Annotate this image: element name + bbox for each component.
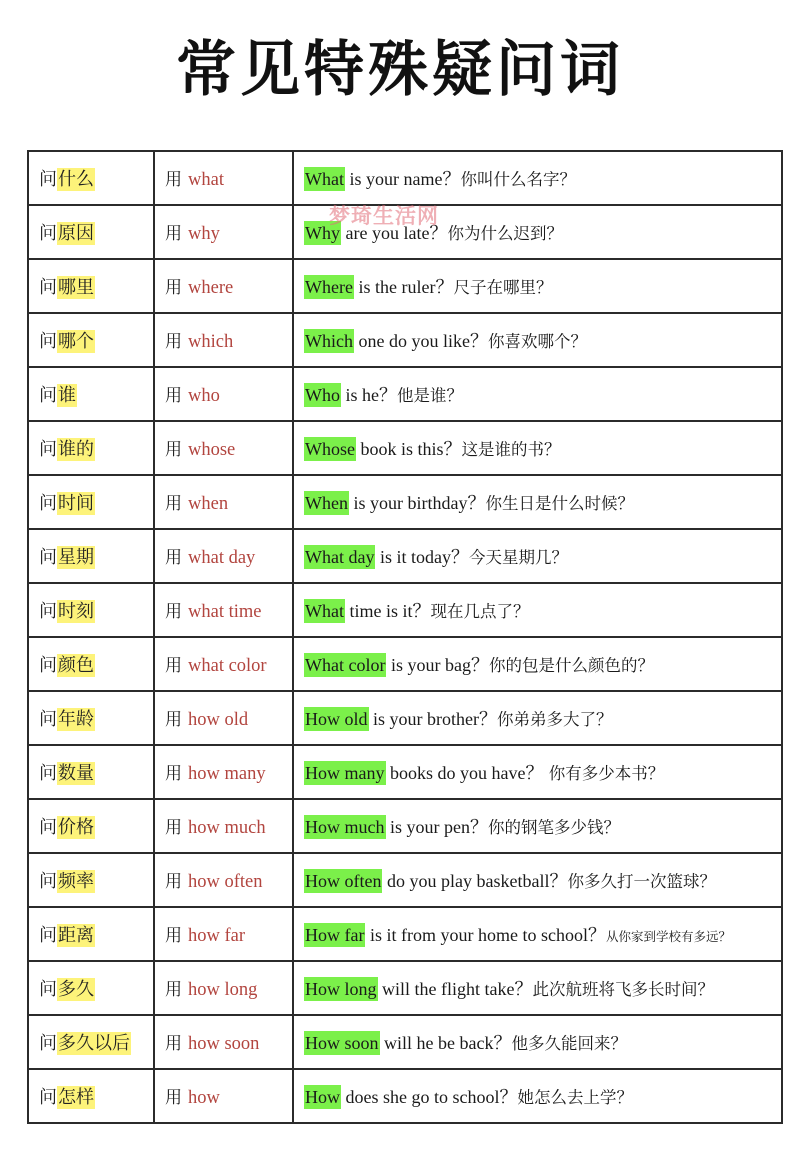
use-label: 用 <box>165 332 182 352</box>
use-label: 用 <box>165 440 182 460</box>
ask-highlight: 什么 <box>58 169 94 190</box>
ask-prefix: 问 <box>39 1033 57 1054</box>
example-keyword: What day <box>305 547 375 567</box>
ask-cell <box>28 691 154 745</box>
ask-cell <box>28 907 154 961</box>
table-row <box>28 583 782 637</box>
ask-prefix: 问 <box>39 331 57 352</box>
ask-highlight: 哪个 <box>58 331 94 352</box>
use-cell <box>154 151 293 205</box>
example-sentence: is your pen？ <box>385 817 488 837</box>
ask-prefix: 问 <box>39 655 57 676</box>
question-word: when <box>188 494 229 514</box>
example-translation: 今天星期几？ <box>468 548 568 567</box>
example-sentence: is it from your home to school？ <box>365 925 606 945</box>
question-word: why <box>188 224 220 244</box>
example-sentence: do you play basketball？ <box>382 871 568 891</box>
use-cell <box>154 799 293 853</box>
question-word: how old <box>188 710 249 730</box>
example-keyword: Where <box>305 277 353 297</box>
ask-highlight: 时间 <box>58 493 94 514</box>
ask-highlight: 数量 <box>58 763 94 784</box>
question-word: how much <box>188 818 266 838</box>
question-word: what time <box>188 602 262 622</box>
ask-prefix: 问 <box>39 277 57 298</box>
use-cell <box>154 637 293 691</box>
example-keyword: What <box>305 169 344 189</box>
table-row <box>28 529 782 583</box>
watermark: 梦琦生活网 <box>329 204 439 228</box>
ask-cell <box>28 583 154 637</box>
ask-prefix: 问 <box>39 925 57 946</box>
ask-cell <box>28 853 154 907</box>
use-cell <box>154 583 293 637</box>
ask-highlight: 时刻 <box>58 601 94 622</box>
example-cell <box>293 799 782 853</box>
example-keyword: How long <box>305 979 377 999</box>
ask-highlight: 频率 <box>58 871 94 892</box>
example-sentence: will he be back？ <box>379 1033 512 1053</box>
question-words-table <box>27 150 783 1124</box>
example-translation: 从你家到学校有多远？ <box>605 929 731 944</box>
ask-prefix: 问 <box>39 601 57 622</box>
example-sentence: is it today？ <box>375 547 469 567</box>
example-cell <box>293 151 782 205</box>
use-cell <box>154 367 293 421</box>
use-label: 用 <box>165 224 182 244</box>
example-translation: 你的钢笔多少钱？ <box>488 818 620 837</box>
example-keyword: When <box>305 493 348 513</box>
example-translation: 此次航班将飞多长时间？ <box>532 980 714 999</box>
example-cell <box>293 691 782 745</box>
use-label: 用 <box>165 170 182 190</box>
use-label: 用 <box>165 602 182 622</box>
use-cell <box>154 259 293 313</box>
ask-cell <box>28 961 154 1015</box>
use-cell <box>154 1015 293 1069</box>
ask-cell <box>28 205 154 259</box>
table-row <box>28 1069 782 1123</box>
ask-cell <box>28 151 154 205</box>
use-label: 用 <box>165 1088 182 1108</box>
table-row <box>28 313 782 367</box>
ask-cell <box>28 799 154 853</box>
question-word: which <box>188 332 234 352</box>
table-row <box>28 637 782 691</box>
ask-highlight: 哪里 <box>58 277 94 298</box>
use-label: 用 <box>165 548 182 568</box>
example-translation: 你喜欢哪个？ <box>487 332 587 351</box>
example-keyword: Who <box>305 385 340 405</box>
use-label: 用 <box>165 764 182 784</box>
example-cell <box>293 421 782 475</box>
example-keyword: How many <box>305 763 385 783</box>
example-cell <box>293 637 782 691</box>
example-keyword: What <box>305 601 344 621</box>
table-row <box>28 961 782 1015</box>
example-cell <box>293 961 782 1015</box>
ask-prefix: 问 <box>39 439 57 460</box>
question-word: how often <box>188 872 263 892</box>
use-label: 用 <box>165 278 182 298</box>
question-word: how <box>188 1088 220 1108</box>
example-sentence: is your bag？ <box>386 655 489 675</box>
example-keyword: What color <box>305 655 386 675</box>
ask-cell <box>28 745 154 799</box>
use-cell <box>154 205 293 259</box>
use-cell <box>154 853 293 907</box>
ask-prefix: 问 <box>39 763 57 784</box>
ask-highlight: 年龄 <box>58 709 94 730</box>
example-translation: 你有多少本书？ <box>543 764 665 783</box>
use-label: 用 <box>165 926 182 946</box>
use-label: 用 <box>165 386 182 406</box>
example-sentence: is your brother？ <box>368 709 497 729</box>
example-translation: 尺子在哪里？ <box>453 278 553 297</box>
example-keyword: Which <box>305 331 353 351</box>
ask-highlight: 多久 <box>58 979 94 1000</box>
table-body <box>28 151 782 1123</box>
example-keyword: How old <box>305 709 368 729</box>
ask-cell <box>28 529 154 583</box>
example-cell <box>293 745 782 799</box>
example-sentence: is the ruler？ <box>353 277 454 297</box>
table-row <box>28 475 782 529</box>
use-cell <box>154 313 293 367</box>
ask-prefix: 问 <box>39 1087 57 1108</box>
ask-prefix: 问 <box>39 169 57 190</box>
example-sentence: one do you like？ <box>353 331 488 351</box>
example-keyword: Why <box>305 223 340 243</box>
example-cell <box>293 259 782 313</box>
table-row <box>28 907 782 961</box>
ask-prefix: 问 <box>39 493 57 514</box>
ask-highlight: 原因 <box>58 223 94 244</box>
example-sentence: is your birthday？ <box>348 493 486 513</box>
table-row <box>28 799 782 853</box>
ask-cell <box>28 367 154 421</box>
ask-cell <box>28 259 154 313</box>
page-title: 常见特殊疑问词 <box>176 35 624 105</box>
ask-prefix: 问 <box>39 817 57 838</box>
example-sentence: will the flight take？ <box>377 979 533 999</box>
ask-cell <box>28 1069 154 1123</box>
ask-prefix: 问 <box>39 547 57 568</box>
use-cell <box>154 475 293 529</box>
ask-cell <box>28 421 154 475</box>
question-word: how long <box>188 980 258 1000</box>
ask-highlight: 怎样 <box>58 1087 94 1108</box>
use-cell <box>154 961 293 1015</box>
example-cell <box>293 1069 782 1123</box>
example-translation: 这是谁的书？ <box>461 440 561 459</box>
example-translation: 你为什么迟到？ <box>447 224 563 243</box>
table-row <box>28 151 782 205</box>
example-cell <box>293 313 782 367</box>
table-row <box>28 745 782 799</box>
example-cell <box>293 907 782 961</box>
example-sentence: does she go to school？ <box>341 1087 518 1107</box>
example-sentence: is your name？ <box>344 169 461 189</box>
use-cell <box>154 1069 293 1123</box>
example-cell <box>293 583 782 637</box>
example-sentence: is he？ <box>341 385 397 405</box>
use-label: 用 <box>165 872 182 892</box>
table-row <box>28 367 782 421</box>
use-label: 用 <box>165 1034 182 1054</box>
ask-cell <box>28 1015 154 1069</box>
question-word: how many <box>188 764 266 784</box>
example-cell <box>293 475 782 529</box>
question-word: what <box>188 170 224 190</box>
example-translation: 他多久能回来？ <box>511 1034 627 1053</box>
use-cell <box>154 691 293 745</box>
ask-highlight: 价格 <box>58 817 94 838</box>
use-cell <box>154 745 293 799</box>
example-translation: 你生日是什么时候？ <box>485 494 634 513</box>
ask-prefix: 问 <box>39 385 57 406</box>
example-keyword: How often <box>305 871 382 891</box>
example-translation: 你弟弟多大了？ <box>496 710 613 729</box>
use-cell <box>154 529 293 583</box>
question-word: how far <box>188 926 246 946</box>
table-row <box>28 421 782 475</box>
use-label: 用 <box>165 980 182 1000</box>
use-label: 用 <box>165 656 182 676</box>
use-label: 用 <box>165 494 182 514</box>
example-sentence: books do you have？ <box>385 763 544 783</box>
ask-highlight: 星期 <box>58 547 94 568</box>
ask-highlight: 谁的 <box>58 439 94 460</box>
ask-prefix: 问 <box>39 223 57 244</box>
table-row <box>28 853 782 907</box>
question-word: who <box>188 386 220 406</box>
example-keyword: Whose <box>305 439 355 459</box>
example-keyword: How far <box>305 925 365 945</box>
example-cell <box>293 529 782 583</box>
example-cell <box>293 367 782 421</box>
question-word: how soon <box>188 1034 260 1054</box>
example-sentence: book is this？ <box>355 439 462 459</box>
question-word: what color <box>188 656 267 676</box>
question-word: where <box>188 278 234 298</box>
example-sentence: time is it？ <box>344 601 431 621</box>
use-cell <box>154 421 293 475</box>
example-translation: 你叫什么名字？ <box>460 170 576 189</box>
use-label: 用 <box>165 710 182 730</box>
example-cell <box>293 853 782 907</box>
ask-highlight: 谁 <box>58 385 76 406</box>
question-word: whose <box>188 440 236 460</box>
table-row <box>28 691 782 745</box>
example-keyword: How soon <box>305 1033 379 1053</box>
ask-prefix: 问 <box>39 979 57 1000</box>
ask-cell <box>28 313 154 367</box>
table-row <box>28 259 782 313</box>
example-keyword: How <box>305 1087 340 1107</box>
ask-highlight: 颜色 <box>58 655 94 676</box>
ask-prefix: 问 <box>39 871 57 892</box>
ask-cell <box>28 637 154 691</box>
ask-cell <box>28 475 154 529</box>
example-translation: 现在几点了？ <box>430 602 530 621</box>
table-row <box>28 1015 782 1069</box>
ask-highlight: 多久以后 <box>58 1033 130 1054</box>
question-word: what day <box>188 548 256 568</box>
use-label: 用 <box>165 818 182 838</box>
example-translation: 他是谁？ <box>397 386 463 405</box>
example-cell <box>293 1015 782 1069</box>
ask-prefix: 问 <box>39 709 57 730</box>
use-cell <box>154 907 293 961</box>
example-sentence: are you late？ <box>341 223 448 243</box>
example-translation: 你多久打一次篮球？ <box>567 872 716 891</box>
ask-highlight: 距离 <box>58 925 94 946</box>
example-translation: 你的包是什么颜色的？ <box>488 656 654 675</box>
example-keyword: How much <box>305 817 385 837</box>
example-translation: 她怎么去上学？ <box>517 1088 633 1107</box>
